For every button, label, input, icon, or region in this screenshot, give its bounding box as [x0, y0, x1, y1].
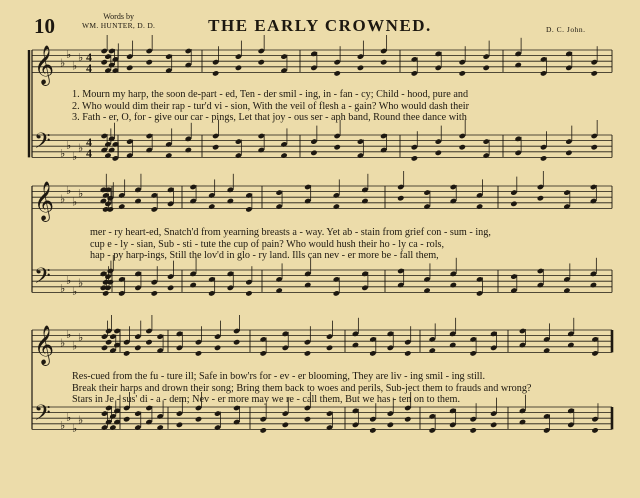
note-head: [195, 416, 202, 422]
note-head: [357, 65, 364, 71]
note-head: [490, 422, 497, 428]
note-head: [563, 287, 570, 293]
flat-icon: ♭: [66, 48, 72, 62]
page-number: 10: [34, 14, 55, 38]
lyric-verse-1: mer - ry heart-ed, Snatch'd from yearning breasts a - way. Yet ab - stain from grief con - sum - ing,: [90, 227, 491, 238]
flat-icon: ♭: [66, 138, 72, 152]
note-head: [107, 206, 114, 212]
note-head: [404, 416, 411, 422]
bass-clef-icon: 𝄢: [34, 129, 51, 159]
treble-clef-icon: 𝄞: [34, 45, 55, 85]
note-head: [275, 287, 282, 293]
note-head: [109, 424, 116, 430]
note-head: [591, 144, 598, 150]
flat-icon: ♭: [78, 276, 84, 290]
note-head: [333, 203, 340, 209]
flat-icon: ♭: [78, 187, 84, 200]
note-head: [435, 150, 442, 156]
time-signature-denominator: 4: [86, 146, 92, 160]
note-head: [334, 144, 341, 150]
note-head: [227, 198, 234, 204]
note-head: [214, 345, 221, 351]
lyrics-system-2: [90, 227, 491, 262]
note-head: [591, 427, 598, 433]
note-head: [126, 65, 133, 71]
note-head: [189, 282, 196, 288]
note-head: [282, 422, 289, 428]
note-head: [102, 290, 109, 296]
note-head: [260, 427, 267, 433]
note-head: [304, 282, 311, 288]
note-head: [334, 70, 341, 76]
note-head: [565, 150, 572, 156]
note-head: [235, 65, 242, 71]
note-head: [429, 347, 436, 353]
note-head: [176, 422, 183, 428]
note-head: [537, 195, 544, 201]
note-head: [134, 345, 141, 351]
flat-icon: ♭: [60, 336, 66, 350]
flat-icon: ♭: [72, 150, 78, 163]
note-head: [470, 427, 477, 433]
note-head: [449, 342, 456, 348]
flat-icon: ♭: [66, 410, 72, 424]
bass-clef-icon: 𝄢: [34, 264, 51, 294]
flat-icon: ♭: [60, 419, 66, 433]
note-head: [123, 416, 130, 422]
flat-icon: ♭: [66, 328, 72, 342]
flat-icon: ♭: [72, 339, 78, 353]
note-head: [326, 345, 333, 351]
flat-icon: ♭: [60, 147, 66, 161]
treble-clef-icon: 𝄞: [34, 325, 55, 365]
note-head: [510, 201, 517, 207]
note-head: [515, 62, 522, 68]
note-head: [156, 424, 163, 430]
note-head: [450, 282, 457, 288]
note-head: [167, 285, 174, 291]
lyricist-name: WM. HUNTER, D. D.: [82, 21, 156, 30]
note-head: [543, 347, 550, 353]
note-head: [101, 345, 108, 351]
note-head: [212, 70, 219, 76]
lyrics-system-3: [72, 371, 531, 406]
flat-icon: ♭: [60, 56, 66, 70]
note-head: [519, 419, 526, 425]
note-head: [195, 350, 202, 356]
note-head: [304, 416, 311, 422]
note-head: [361, 198, 368, 204]
note-head: [134, 198, 141, 204]
note-head: [369, 427, 376, 433]
note-head: [104, 285, 111, 291]
bass-clef-icon: 𝄢: [34, 401, 51, 431]
note-head: [404, 350, 411, 356]
note-head: [397, 195, 404, 201]
hymn-title: THE EARLY CROWNED.: [208, 16, 432, 35]
flat-icon: ♭: [78, 51, 84, 64]
flat-icon: ♭: [60, 282, 66, 296]
lyric-verse-3: hap - py harp-ings, Still the lov'd in glo - ry land. Ills can nev - er more be - fall them,: [90, 250, 439, 262]
note-head: [104, 152, 111, 158]
note-head: [185, 147, 192, 153]
lyric-verse-2: cup e - ly - sian, Sub - sti - tute the cup of pain? Who would hush their ho - ly ca - rols,: [90, 238, 445, 250]
time-signature-numerator: 4: [86, 135, 92, 149]
note-head: [245, 290, 252, 296]
note-head: [233, 339, 240, 345]
lyrics-system-1: [72, 89, 469, 124]
lyric-verse-3: Stars in Je - sus' di - a - dem; Nev - er more may we re - call them, But we has - ten on to them.: [72, 394, 461, 406]
flat-icon: ♭: [66, 184, 72, 198]
note-head: [459, 144, 466, 150]
flat-icon: ♭: [60, 192, 66, 206]
lyric-verse-2: Break their harps and drown their song; Bring them back to woes and perils, Sub-ject them to frauds and wrong?: [72, 382, 532, 394]
lyric-verse-1: 1. Mourn my harp, the soon de-part - ed, Ten - der smil - ing, in - fan - cy; Child - hood, pure and: [72, 89, 469, 100]
note-head: [380, 59, 387, 65]
note-head: [280, 152, 287, 158]
note-head: [118, 203, 125, 209]
flat-icon: ♭: [78, 141, 84, 155]
flat-icon: ♭: [78, 331, 84, 344]
note-head: [483, 65, 490, 71]
flat-icon: ♭: [66, 273, 72, 287]
note-head: [304, 350, 311, 356]
flat-icon: ♭: [78, 413, 84, 427]
note-head: [165, 152, 172, 158]
note-head: [151, 290, 158, 296]
note-head: [123, 350, 130, 356]
lyric-verse-1: Res-cued from the fu - ture ill; Safe in bow'rs for - ev - er blooming, They are liv - ing smil - ing still.: [72, 371, 486, 382]
note-head: [107, 279, 114, 285]
composer-credit: D. C. John.: [546, 25, 586, 34]
note-head: [146, 59, 153, 65]
lyric-verse-3: 3. Fath - er, O, for - give our car - pings, Let that joy - ous ser - aph band, Round thee dance with: [72, 112, 467, 124]
note-head: [208, 203, 215, 209]
note-head: [540, 155, 547, 161]
note-head: [258, 59, 265, 65]
flat-icon: ♭: [72, 195, 78, 209]
note-head: [310, 150, 317, 156]
flat-icon: ♭: [72, 59, 78, 73]
note-head: [591, 70, 598, 76]
note-head: [105, 339, 112, 345]
note-head: [411, 155, 418, 161]
note-head: [145, 339, 152, 345]
flat-icon: ♭: [72, 422, 78, 435]
flat-icon: ♭: [72, 285, 78, 298]
note-head: [590, 282, 597, 288]
time-signature-denominator: 4: [86, 61, 92, 75]
note-head: [459, 70, 466, 76]
treble-clef-icon: 𝄞: [34, 181, 55, 221]
words-by-label: Words by: [103, 12, 134, 21]
note-head: [567, 342, 574, 348]
note-head: [423, 287, 430, 293]
lyric-verse-2: 2. Who would dim their rap - tur'd vi - sion, With the veil of flesh a - gain? Who would dash their: [72, 100, 469, 112]
note-head: [476, 203, 483, 209]
note-head: [108, 147, 115, 153]
note-head: [387, 422, 394, 428]
note-head: [212, 144, 219, 150]
note-head: [101, 59, 108, 65]
note-head: [352, 342, 359, 348]
time-signature-numerator: 4: [86, 50, 92, 64]
